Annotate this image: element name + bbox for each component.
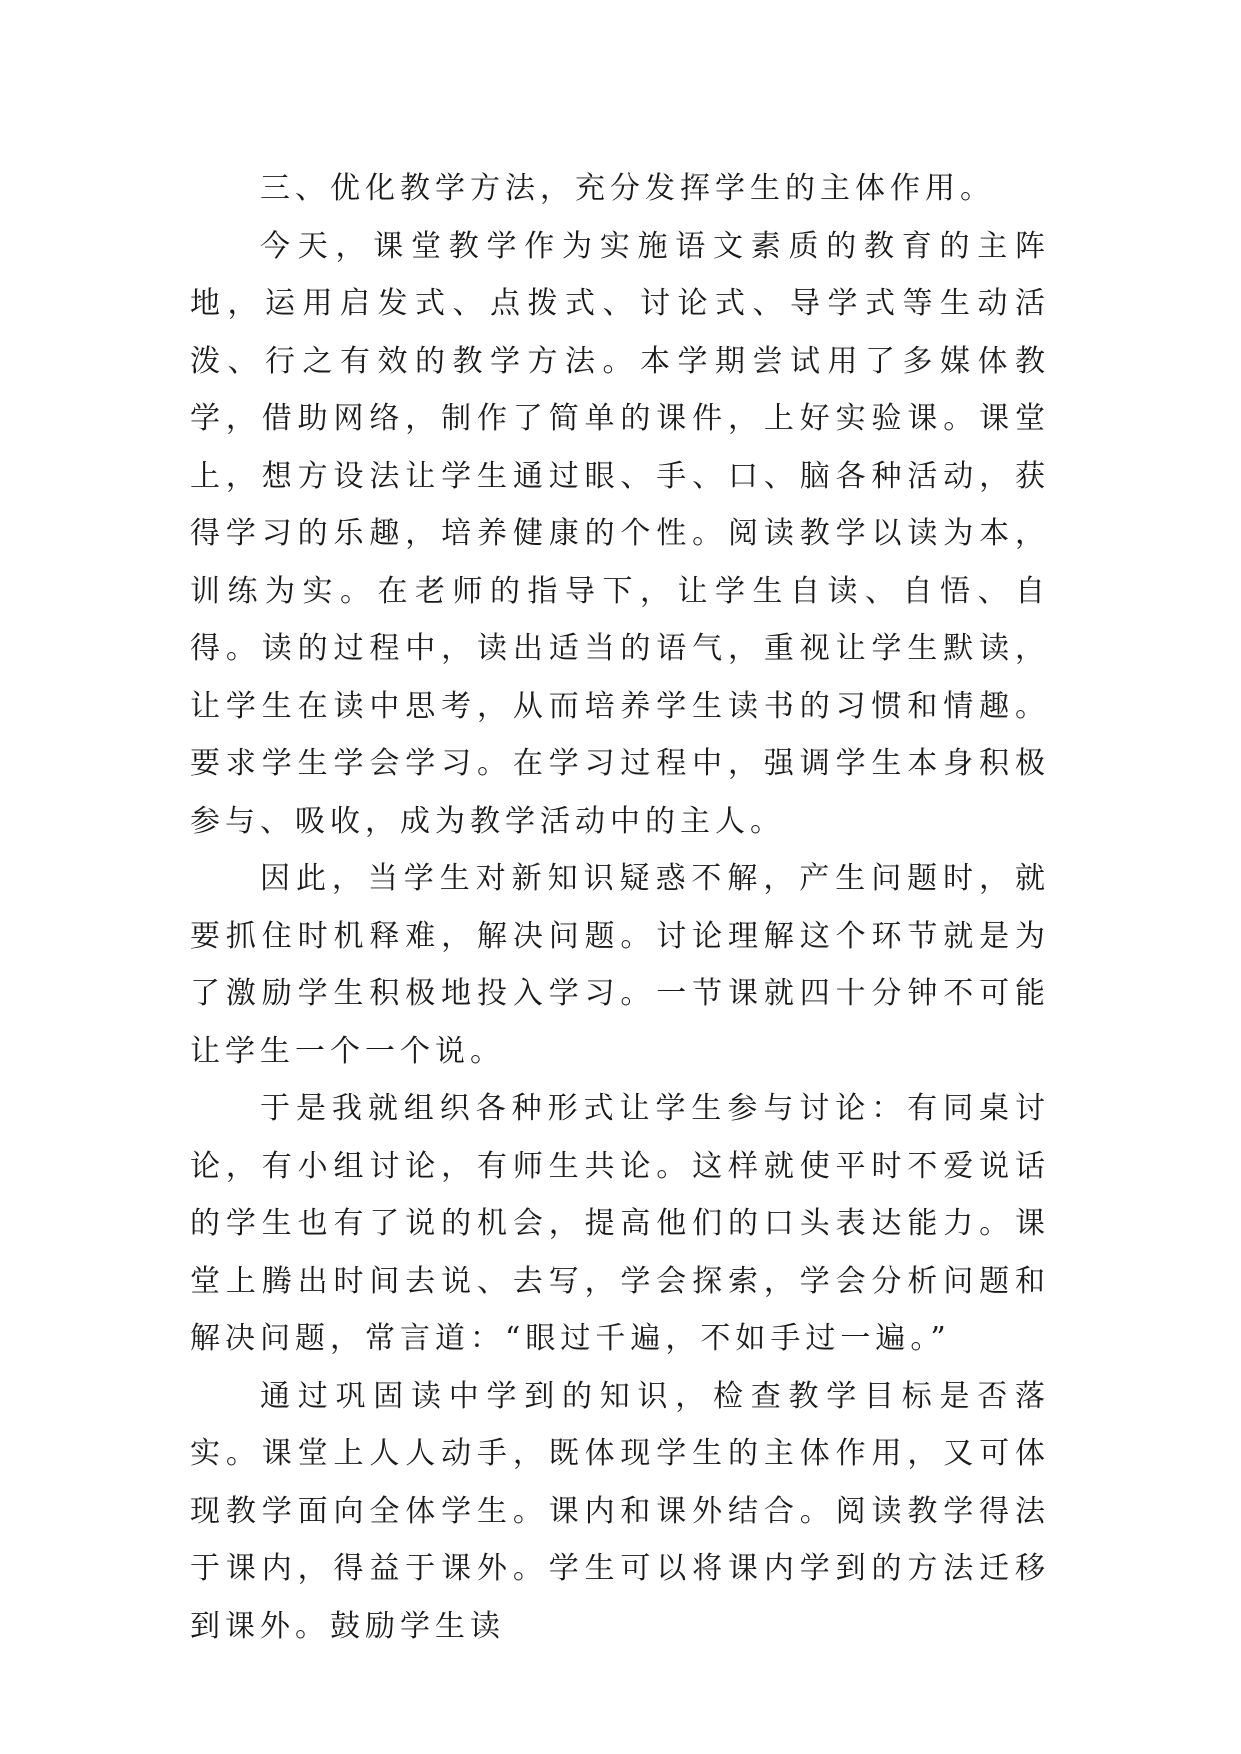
paragraph-heading: 三、优化教学方法，充分发挥学生的主体作用。 xyxy=(260,171,995,206)
paragraph: 今天，课堂教学作为实施语文素质的教育的主阵地，运用启发式、点拨式、讨论式、导学式等生动活泼、行之有效的教学方法。本学期尝试用了多媒体教学，借助网络，制作了简单的课件，上好实验课。课堂上，想方设法让学生通过眼、手、口、脑各种活动，获得学习的乐趣，培养健康的个性。阅读教学以读为本，训练为实。在老师的指导下，让学生自读、自悟、自得。读的过程中，读出适当的语气，重视让学生默读，让学生在读中思考，从而培养学生读书的习惯和情趣。要求学生学会学习。在学习过程中，强调学生本身积极参与、吸收，成为教学活动中的主人。 xyxy=(190,228,1050,839)
paragraph: 通过巩固读中学到的知识，检查教学目标是否落实。课堂上人人动手，既体现学生的主体作用，又可体现教学面向全体学生。课内和课外结合。阅读教学得法于课内，得益于课外。学生可以将课内学到的方法迁移到课外。鼓励学生读 xyxy=(190,1378,1050,1644)
paragraph: 于是我就组织各种形式让学生参与讨论：有同桌讨论，有小组讨论，有师生共论。这样就使平时不爱说话的学生也有了说的机会，提高他们的口头表达能力。课堂上腾出时间去说、去写，学会探索，学会分析问题和解决问题，常言道：“眼过千遍，不如手过一遍。” xyxy=(190,1091,1050,1356)
document-body xyxy=(190,160,1050,1655)
paragraph: 因此，当学生对新知识疑惑不解，产生问题时，就要抓住时机释难，解决问题。讨论理解这个环节就是为了激励学生积极地投入学习。一节课就四十分钟不可能让学生一个一个说。 xyxy=(190,861,1050,1069)
